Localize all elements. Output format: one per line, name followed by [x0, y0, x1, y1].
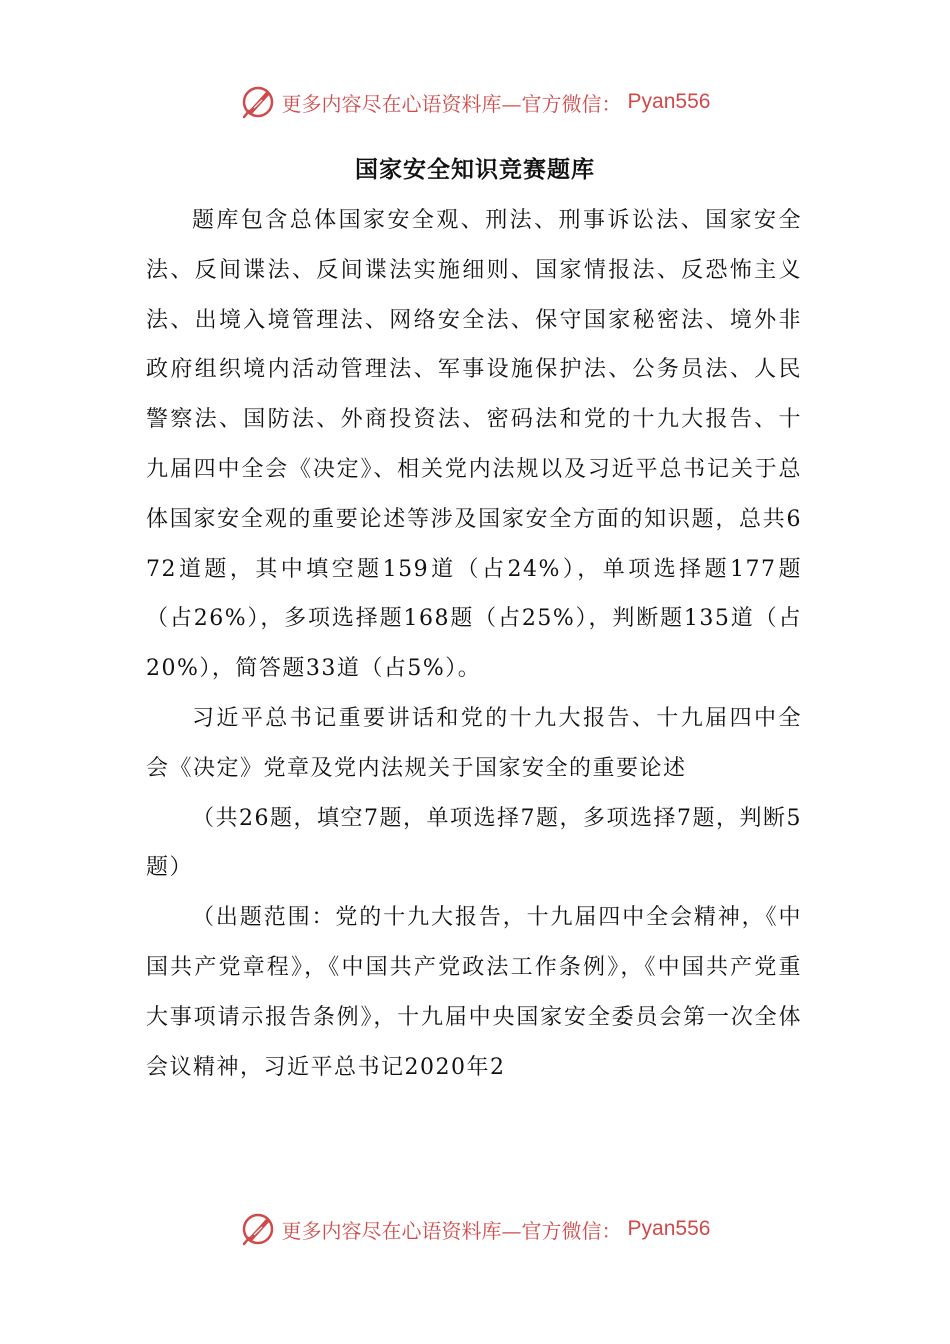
paragraph-question-count: （共26题，填空7题，单项选择7题，多项选择7题，判断5题） — [146, 805, 802, 881]
quill-logo-icon — [240, 84, 276, 120]
paragraph-intro: 题库包含总体国家安全观、刑法、刑事诉讼法、国家安全法、反间谍法、反间谍法实施细则、国家情报法、反恐怖主义法、出境入境管理法、网络安全法、保守国家秘密法、境外非政府组织境内活动管理法、军事设施保护法、公务员法、人民警察法、国防法、外商投资法、密码法和党的十九大报告、十九届四中全会《决定》、相关党内法规以及习近平总书记关于总体国家安全观的重要论述等涉及国家安全方面的知识题，总共672道题，其中填空题159道（占24%），单项选择题177题（占26%），多项选择题168题（占25%），判断题135道（占20%），简答题33道（占5%）。 — [146, 208, 802, 682]
document-title: 国家安全知识竞赛题库 — [355, 157, 595, 183]
quill-logo-icon — [240, 1211, 276, 1247]
watermark-wechat-id: Pyan556 — [627, 90, 711, 113]
watermark-footer — [0, 1209, 950, 1249]
watermark-text: 更多内容尽在心语资料库—官方微信： — [281, 1218, 622, 1243]
paragraph-section-heading: 习近平总书记重要讲话和党的十九大报告、十九届四中全会《决定》党章及党内法规关于国家安全的重要论述 — [146, 705, 802, 781]
document-body — [146, 196, 802, 1092]
paragraph-scope: （出题范围：党的十九大报告，十九届四中全会精神，《中国共产党章程》，《中国共产党政法工作条例》，《中国共产党重大事项请示报告条例》，十九届中央国家安全委员会第一次全体会议精神，习近平总书记2020年2 — [146, 905, 802, 1080]
watermark-wechat-id: Pyan556 — [627, 1217, 711, 1240]
watermark-text: 更多内容尽在心语资料库—官方微信： — [281, 91, 622, 116]
watermark-header — [0, 82, 950, 122]
